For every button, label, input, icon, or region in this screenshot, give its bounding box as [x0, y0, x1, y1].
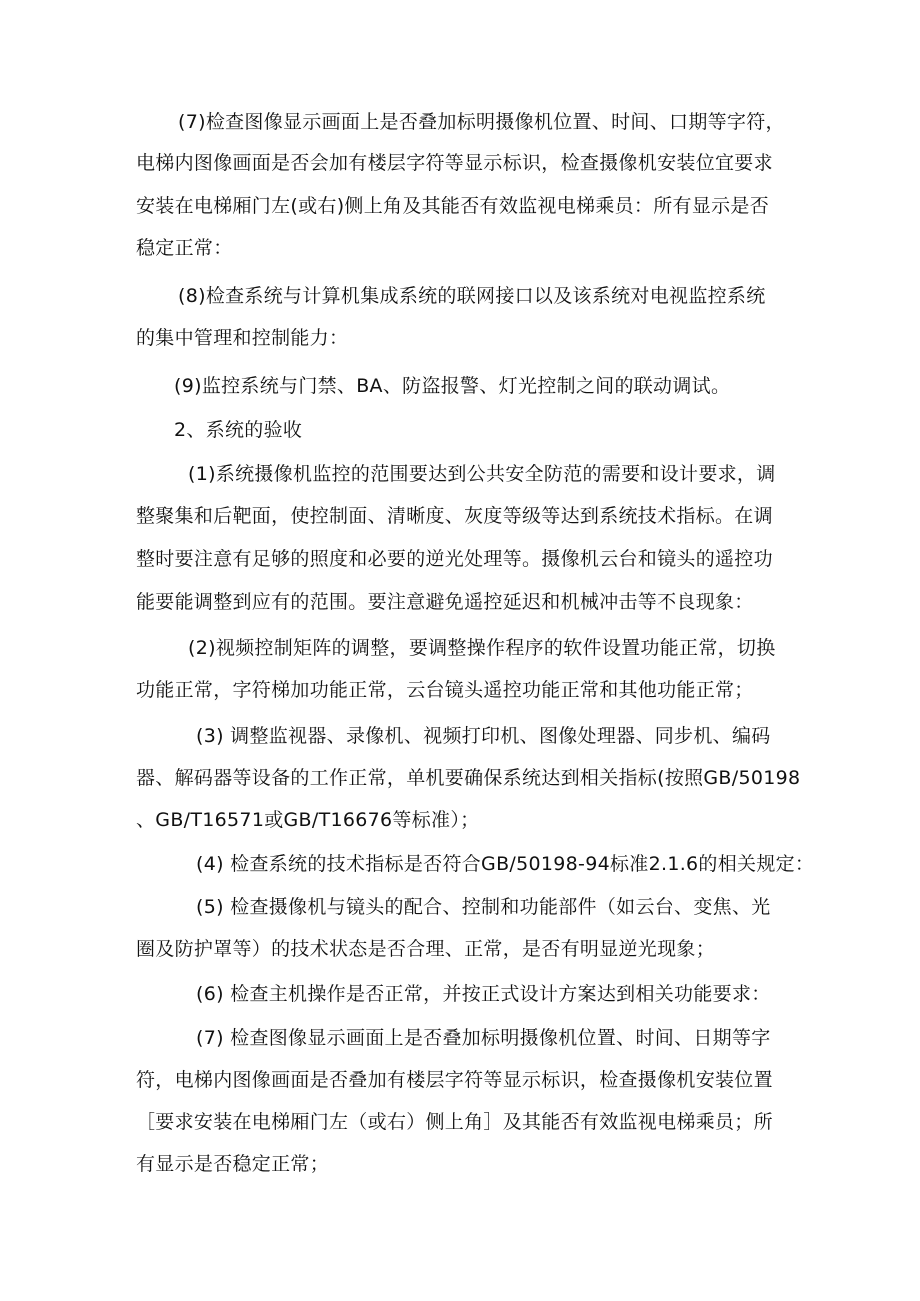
text-line: (1)系统摄像机监控的范围要达到公共安全防范的需要和设计要求，调: [188, 463, 776, 485]
text-line: 圈及防护罩等）的技术状态是否合理、正常，是否有明显逆光现象；: [136, 938, 716, 960]
text-line: 功能正常，字符梯加功能正常，云台镜头遥控功能正常和其他功能正常；: [136, 679, 754, 701]
text-line: 安装在电梯厢门左(或右)侧上角及其能否有效监视电梯乘员：所有显示是否: [136, 195, 770, 217]
text-line: 整时要注意有足够的照度和必要的逆光处理等。摄像机云台和镜头的遥控功: [136, 548, 773, 570]
text-line: ［要求安装在电梯厢门左（或右）侧上角］及其能否有效监视电梯乘员；所: [136, 1111, 773, 1133]
text-line: (7)检查图像显示画面上是否叠加标明摄像机位置、时间、口期等字符，: [178, 111, 785, 133]
text-line: (2)视频控制矩阵的调整，要调整操作程序的软件设置功能正常，切换: [188, 637, 776, 659]
text-line: (6) 检查主机操作是否正常，并按正式设计方案达到相关功能要求：: [196, 983, 771, 1005]
text-line: (9)监控系统与门禁、BA、防盗报警、灯光控制之间的联动调试。: [174, 375, 731, 397]
text-line: 稳定正常：: [136, 237, 233, 259]
text-line: 的集中管理和控制能力：: [136, 327, 349, 349]
text-line: (5) 检查摄像机与镜头的配合、控制和功能部件（如云台、变焦、光: [196, 896, 771, 918]
text-line: 能要能调整到应有的范围。要注意避免遥控延迟和机械冲击等不良现象：: [136, 591, 754, 613]
text-line: 有显示是否稳定正常；: [136, 1153, 330, 1175]
text-line: (8)检查系统与计算机集成系统的联网接口以及该系统对电视监控系统: [178, 285, 766, 307]
text-line: (4) 检查系统的技术指标是否符合GB/50198-94标准2.1.6的相关规定：: [196, 853, 815, 875]
text-line: 器、解码器等设备的工作正常，单机要确保系统达到相关指标(按照GB/50198: [136, 767, 801, 789]
section-heading: 2、系统的验收: [174, 419, 303, 441]
text-line: 符，电梯内图像画面是否叠加有楼层字符等显示标识，检查摄像机安装位置: [136, 1069, 773, 1091]
text-line: 、GB/T16571或GB/T16676等标准）；: [136, 809, 480, 831]
text-line: 电梯内图像画面是否会加有楼层字符等显示标识，检查摄像机安装位宜要求: [136, 152, 773, 174]
text-line: (3) 调整监视器、录像机、视频打印机、图像处理器、同步机、编码: [196, 725, 771, 747]
text-line: (7) 检查图像显示画面上是否叠加标明摄像机位置、时间、日期等字: [196, 1027, 771, 1049]
text-line: 整聚集和后靶面，使控制面、清晰度、灰度等级等达到系统技术指标。在调: [136, 505, 773, 527]
